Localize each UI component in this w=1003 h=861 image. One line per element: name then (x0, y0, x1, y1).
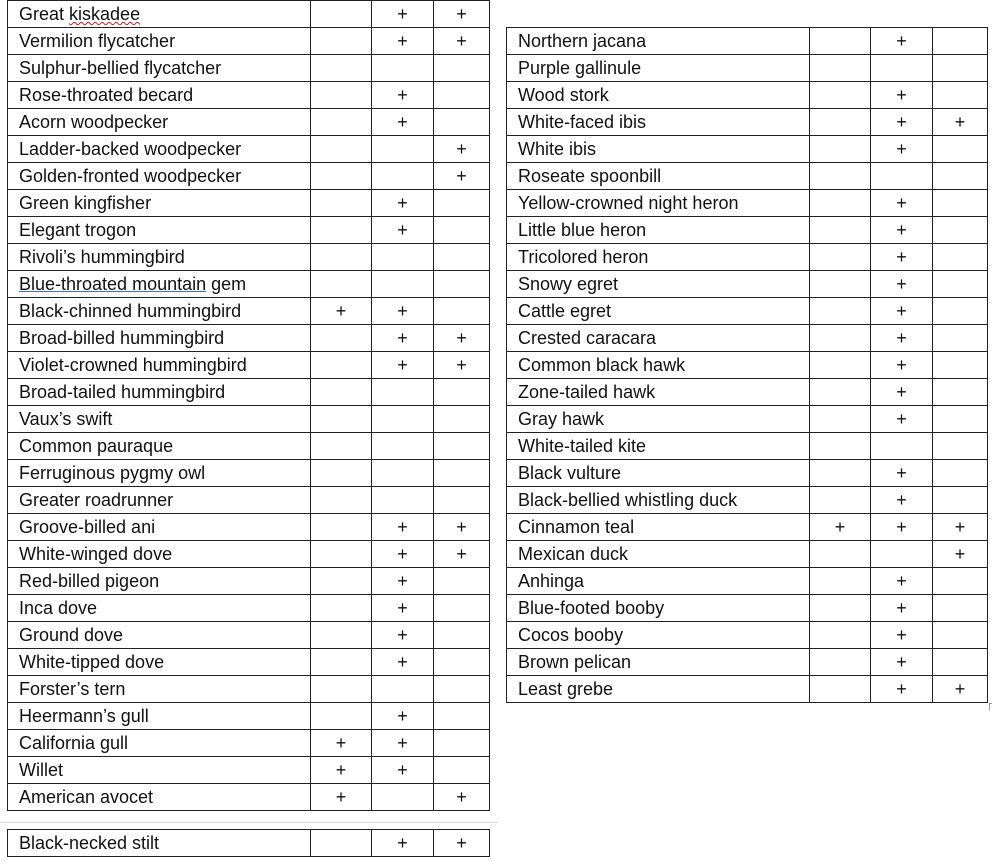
presence-mark-cell-3[interactable] (933, 55, 988, 82)
presence-mark-cell-3[interactable] (434, 55, 490, 82)
bird-name-cell[interactable]: Cattle egret (507, 298, 810, 325)
table-row (8, 460, 490, 487)
presence-mark-cell-2[interactable]: + (372, 28, 434, 55)
presence-mark-cell-1[interactable] (810, 190, 871, 217)
table-row (8, 109, 490, 136)
presence-mark-cell-3[interactable] (933, 568, 988, 595)
bird-table-continued (7, 829, 490, 857)
presence-mark-cell-3[interactable] (434, 217, 490, 244)
presence-mark-cell-1[interactable] (810, 271, 871, 298)
presence-mark-cell-1[interactable] (311, 406, 372, 433)
table-row (507, 460, 988, 487)
presence-mark-cell-1[interactable] (810, 217, 871, 244)
table-row (507, 271, 988, 298)
presence-mark-cell-1[interactable] (810, 352, 871, 379)
presence-mark-cell-2[interactable] (372, 379, 434, 406)
presence-mark-cell-3[interactable] (434, 406, 490, 433)
presence-mark-cell-2[interactable]: + (372, 514, 434, 541)
presence-mark-cell-1[interactable] (810, 28, 871, 55)
presence-mark-cell-3[interactable]: + (434, 28, 490, 55)
presence-mark-cell-1[interactable] (311, 190, 372, 217)
table-row (507, 433, 988, 460)
presence-mark-cell-1[interactable] (311, 433, 372, 460)
presence-mark-cell-1[interactable] (810, 541, 871, 568)
presence-mark-cell-1[interactable]: + (311, 298, 372, 325)
presence-mark-cell-1[interactable] (810, 298, 871, 325)
presence-mark-cell-2[interactable]: + (871, 109, 933, 136)
presence-mark-cell-2[interactable]: + (871, 622, 933, 649)
bird-name-cell[interactable]: Blue-footed booby (507, 595, 810, 622)
bird-name-cell[interactable]: Rivoli’s hummingbird (8, 244, 311, 271)
table-row (507, 136, 988, 163)
presence-mark-cell-3[interactable]: + (434, 136, 490, 163)
table-row (8, 622, 490, 649)
presence-mark-cell-1[interactable] (311, 541, 372, 568)
presence-mark-cell-3[interactable]: + (434, 830, 490, 857)
presence-mark-cell-2[interactable] (372, 460, 434, 487)
presence-mark-cell-1[interactable] (311, 568, 372, 595)
table-row (8, 352, 490, 379)
bird-name-cell[interactable]: Ladder-backed woodpecker (8, 136, 311, 163)
presence-mark-cell-1[interactable] (810, 460, 871, 487)
table-row (507, 28, 988, 55)
presence-mark-cell-1[interactable] (311, 676, 372, 703)
presence-mark-cell-1[interactable] (311, 136, 372, 163)
bird-name-cell[interactable]: Blue-throated mountain gem (8, 271, 311, 298)
presence-mark-cell-3[interactable]: + (434, 1, 490, 28)
presence-mark-cell-2[interactable]: + (372, 595, 434, 622)
presence-mark-cell-2[interactable]: + (871, 190, 933, 217)
presence-mark-cell-3[interactable] (933, 352, 988, 379)
table-row (507, 541, 988, 568)
table-row (507, 406, 988, 433)
presence-mark-cell-2[interactable] (372, 163, 434, 190)
bird-name-cell[interactable]: Heermann’s gull (8, 703, 311, 730)
presence-mark-cell-3[interactable] (434, 622, 490, 649)
bird-name-cell[interactable]: Crested caracara (507, 325, 810, 352)
presence-mark-cell-3[interactable] (933, 406, 988, 433)
presence-mark-cell-3[interactable]: + (933, 109, 988, 136)
presence-mark-cell-3[interactable] (434, 676, 490, 703)
bird-name-cell[interactable]: Willet (8, 757, 311, 784)
presence-mark-cell-3[interactable] (933, 298, 988, 325)
table-row (507, 595, 988, 622)
bird-name-cell[interactable]: Green kingfisher (8, 190, 311, 217)
presence-mark-cell-1[interactable] (810, 163, 871, 190)
bird-name-cell[interactable]: Roseate spoonbill (507, 163, 810, 190)
presence-mark-cell-3[interactable] (434, 271, 490, 298)
bird-name-cell[interactable]: Elegant trogon (8, 217, 311, 244)
presence-mark-cell-2[interactable] (372, 487, 434, 514)
presence-mark-cell-1[interactable] (810, 109, 871, 136)
presence-mark-cell-2[interactable] (372, 433, 434, 460)
presence-mark-cell-2[interactable]: + (871, 379, 933, 406)
presence-mark-cell-2[interactable]: + (871, 460, 933, 487)
presence-mark-cell-2[interactable]: + (372, 649, 434, 676)
presence-mark-cell-1[interactable] (810, 676, 871, 703)
presence-mark-cell-2[interactable]: + (871, 82, 933, 109)
presence-mark-cell-1[interactable]: + (311, 784, 372, 811)
table-row (8, 595, 490, 622)
table-row (8, 217, 490, 244)
presence-mark-cell-3[interactable] (434, 379, 490, 406)
bird-name-cell[interactable]: Anhinga (507, 568, 810, 595)
presence-mark-cell-3[interactable] (434, 298, 490, 325)
table-row (8, 757, 490, 784)
presence-mark-cell-1[interactable] (810, 55, 871, 82)
presence-mark-cell-3[interactable] (434, 460, 490, 487)
presence-mark-cell-2[interactable] (871, 55, 933, 82)
presence-mark-cell-2[interactable]: + (372, 352, 434, 379)
presence-mark-cell-3[interactable] (434, 433, 490, 460)
bird-name-cell[interactable]: Northern jacana (507, 28, 810, 55)
bird-name-cell[interactable]: Common pauraque (8, 433, 311, 460)
table-row (8, 379, 490, 406)
bird-name-cell[interactable]: Cocos booby (507, 622, 810, 649)
presence-mark-cell-1[interactable] (311, 109, 372, 136)
table-row (8, 676, 490, 703)
table-row (507, 676, 988, 703)
table-row (8, 784, 490, 811)
presence-mark-cell-2[interactable]: + (372, 109, 434, 136)
presence-mark-cell-3[interactable] (434, 190, 490, 217)
presence-mark-cell-3[interactable] (434, 568, 490, 595)
bird-name-cell[interactable]: Ferruginous pygmy owl (8, 460, 311, 487)
bird-name-cell[interactable]: Mexican duck (507, 541, 810, 568)
table-row (507, 325, 988, 352)
presence-mark-cell-2[interactable]: + (372, 622, 434, 649)
bird-name-cell[interactable]: Acorn woodpecker (8, 109, 311, 136)
bird-name-cell[interactable]: Little blue heron (507, 217, 810, 244)
presence-mark-cell-2[interactable]: + (372, 82, 434, 109)
bird-name-cell[interactable]: California gull (8, 730, 311, 757)
presence-mark-cell-3[interactable] (933, 28, 988, 55)
table-row (507, 352, 988, 379)
presence-mark-cell-3[interactable] (434, 649, 490, 676)
bird-name-cell[interactable]: American avocet (8, 784, 311, 811)
presence-mark-cell-2[interactable] (871, 163, 933, 190)
bird-name-cell[interactable]: Red-billed pigeon (8, 568, 311, 595)
bird-name-cell[interactable]: Wood stork (507, 82, 810, 109)
table-row (507, 514, 988, 541)
table-row (507, 109, 988, 136)
presence-mark-cell-2[interactable] (372, 271, 434, 298)
table-row (8, 325, 490, 352)
presence-mark-cell-3[interactable] (434, 757, 490, 784)
presence-mark-cell-1[interactable] (810, 622, 871, 649)
presence-mark-cell-2[interactable]: + (871, 406, 933, 433)
bird-name-cell[interactable]: Greater roadrunner (8, 487, 311, 514)
presence-mark-cell-1[interactable] (810, 244, 871, 271)
presence-mark-cell-3[interactable] (933, 82, 988, 109)
presence-mark-cell-3[interactable] (434, 244, 490, 271)
bird-name-cell[interactable]: Yellow-crowned night heron (507, 190, 810, 217)
table-row (507, 298, 988, 325)
presence-mark-cell-2[interactable] (871, 433, 933, 460)
presence-mark-cell-3[interactable] (933, 136, 988, 163)
table-row (8, 136, 490, 163)
bird-name-cell[interactable]: Black-bellied whistling duck (507, 487, 810, 514)
presence-mark-cell-3[interactable] (933, 217, 988, 244)
table-row (507, 190, 988, 217)
presence-mark-cell-1[interactable]: + (810, 514, 871, 541)
presence-mark-cell-3[interactable] (933, 190, 988, 217)
table-row (507, 55, 988, 82)
bird-name-cell[interactable]: Vermilion flycatcher (8, 28, 311, 55)
presence-mark-cell-1[interactable] (311, 352, 372, 379)
presence-mark-cell-2[interactable]: + (871, 244, 933, 271)
presence-mark-cell-1[interactable] (311, 379, 372, 406)
bird-name-cell[interactable]: Brown pelican (507, 649, 810, 676)
table-row (8, 82, 490, 109)
bird-name-cell[interactable]: Rose-throated becard (8, 82, 311, 109)
presence-mark-cell-1[interactable] (311, 217, 372, 244)
presence-mark-cell-1[interactable] (810, 433, 871, 460)
presence-mark-cell-3[interactable]: + (933, 676, 988, 703)
presence-mark-cell-2[interactable] (871, 541, 933, 568)
presence-mark-cell-2[interactable]: + (871, 271, 933, 298)
presence-mark-cell-1[interactable] (311, 622, 372, 649)
presence-mark-cell-3[interactable]: + (434, 514, 490, 541)
bird-name-cell[interactable]: Ground dove (8, 622, 311, 649)
bird-name-cell[interactable]: Sulphur-bellied flycatcher (8, 55, 311, 82)
presence-mark-cell-2[interactable]: + (871, 487, 933, 514)
presence-mark-cell-3[interactable] (933, 460, 988, 487)
presence-mark-cell-2[interactable]: + (871, 298, 933, 325)
presence-mark-cell-2[interactable] (372, 784, 434, 811)
presence-mark-cell-1[interactable] (311, 703, 372, 730)
table-row (8, 830, 490, 857)
presence-mark-cell-1[interactable] (810, 595, 871, 622)
presence-mark-cell-2[interactable]: + (871, 514, 933, 541)
presence-mark-cell-1[interactable] (311, 649, 372, 676)
bird-name-cell[interactable]: Tricolored heron (507, 244, 810, 271)
presence-mark-cell-3[interactable] (933, 433, 988, 460)
bird-name-cell[interactable]: Snowy egret (507, 271, 810, 298)
presence-mark-cell-3[interactable] (434, 703, 490, 730)
presence-mark-cell-1[interactable]: + (311, 757, 372, 784)
bird-name-cell[interactable]: Broad-tailed hummingbird (8, 379, 311, 406)
table-row (8, 55, 490, 82)
table-row (507, 649, 988, 676)
presence-mark-cell-1[interactable] (311, 514, 372, 541)
table-row (8, 271, 490, 298)
table-row (507, 82, 988, 109)
table-row (507, 379, 988, 406)
presence-mark-cell-1[interactable] (311, 460, 372, 487)
text-boundary-corner-mark (989, 703, 992, 710)
presence-mark-cell-1[interactable] (311, 487, 372, 514)
table-row (8, 541, 490, 568)
bird-name-cell[interactable]: Gray hawk (507, 406, 810, 433)
bird-name-cell[interactable]: White ibis (507, 136, 810, 163)
bird-name-cell[interactable]: White-tipped dove (8, 649, 311, 676)
table-row (507, 163, 988, 190)
presence-mark-cell-1[interactable] (810, 136, 871, 163)
presence-mark-cell-3[interactable]: + (933, 541, 988, 568)
presence-mark-cell-2[interactable]: + (372, 830, 434, 857)
presence-mark-cell-3[interactable]: + (434, 325, 490, 352)
bird-name-cell[interactable]: Vaux’s swift (8, 406, 311, 433)
table-row (507, 217, 988, 244)
table-row (8, 487, 490, 514)
presence-mark-cell-1[interactable] (810, 379, 871, 406)
bird-name-cell[interactable]: White-tailed kite (507, 433, 810, 460)
presence-mark-cell-2[interactable]: + (372, 757, 434, 784)
presence-mark-cell-2[interactable]: + (372, 541, 434, 568)
table-row (507, 568, 988, 595)
bird-name-cell[interactable]: Golden-fronted woodpecker (8, 163, 311, 190)
presence-mark-cell-1[interactable] (810, 406, 871, 433)
presence-mark-cell-3[interactable] (434, 595, 490, 622)
bird-name-cell[interactable]: Zone-tailed hawk (507, 379, 810, 406)
presence-mark-cell-3[interactable] (933, 379, 988, 406)
presence-mark-cell-1[interactable] (810, 82, 871, 109)
presence-mark-cell-3[interactable]: + (434, 163, 490, 190)
presence-mark-cell-2[interactable]: + (871, 568, 933, 595)
presence-mark-cell-3[interactable] (933, 271, 988, 298)
presence-mark-cell-1[interactable] (311, 244, 372, 271)
table-row (507, 487, 988, 514)
presence-mark-cell-3[interactable] (434, 82, 490, 109)
presence-mark-cell-3[interactable] (933, 622, 988, 649)
presence-mark-cell-1[interactable] (311, 1, 372, 28)
presence-mark-cell-1[interactable] (810, 649, 871, 676)
bird-name-cell[interactable]: Least grebe (507, 676, 810, 703)
presence-mark-cell-2[interactable]: + (372, 325, 434, 352)
presence-mark-cell-2[interactable]: + (871, 676, 933, 703)
presence-mark-cell-3[interactable] (434, 730, 490, 757)
bird-name-cell[interactable]: Great kiskadee (8, 1, 311, 28)
presence-mark-cell-1[interactable] (810, 325, 871, 352)
bird-name-cell[interactable]: Common black hawk (507, 352, 810, 379)
presence-mark-cell-2[interactable]: + (871, 352, 933, 379)
presence-mark-cell-1[interactable] (311, 325, 372, 352)
presence-mark-cell-2[interactable]: + (871, 325, 933, 352)
bird-name-cell[interactable]: Groove-billed ani (8, 514, 311, 541)
bird-name-cell[interactable]: Violet-crowned hummingbird (8, 352, 311, 379)
table-row (8, 244, 490, 271)
bird-name-cell[interactable]: Purple gallinule (507, 55, 810, 82)
table-row (8, 514, 490, 541)
presence-mark-cell-2[interactable] (372, 244, 434, 271)
presence-mark-cell-1[interactable] (810, 487, 871, 514)
grammar-underline: Blue-throated mountain (19, 274, 207, 294)
presence-mark-cell-1[interactable] (311, 595, 372, 622)
presence-mark-cell-3[interactable] (933, 487, 988, 514)
presence-mark-cell-3[interactable]: + (434, 784, 490, 811)
table-row (8, 190, 490, 217)
presence-mark-cell-1[interactable] (311, 271, 372, 298)
presence-mark-cell-3[interactable] (933, 595, 988, 622)
presence-mark-cell-3[interactable] (933, 163, 988, 190)
presence-mark-cell-2[interactable] (372, 406, 434, 433)
table-row (8, 703, 490, 730)
presence-mark-cell-1[interactable] (810, 568, 871, 595)
table-row (507, 622, 988, 649)
table-row (8, 163, 490, 190)
presence-mark-cell-2[interactable] (372, 55, 434, 82)
presence-mark-cell-2[interactable]: + (372, 730, 434, 757)
presence-mark-cell-2[interactable]: + (372, 217, 434, 244)
presence-mark-cell-2[interactable]: + (372, 190, 434, 217)
presence-mark-cell-2[interactable]: + (871, 217, 933, 244)
presence-mark-cell-3[interactable] (933, 325, 988, 352)
presence-mark-cell-1[interactable] (311, 82, 372, 109)
presence-mark-cell-1[interactable]: + (311, 730, 372, 757)
table-row (8, 730, 490, 757)
presence-mark-cell-3[interactable]: + (434, 352, 490, 379)
table-row (8, 298, 490, 325)
table-row (8, 1, 490, 28)
page-break-line (0, 822, 498, 823)
bird-name-cell[interactable]: Forster’s tern (8, 676, 311, 703)
bird-name-cell[interactable]: Black-chinned hummingbird (8, 298, 311, 325)
presence-mark-cell-2[interactable]: + (372, 568, 434, 595)
bird-name-cell[interactable]: White-winged dove (8, 541, 311, 568)
bird-name-cell[interactable]: Black-necked stilt (8, 830, 311, 857)
table-row (8, 568, 490, 595)
presence-mark-cell-3[interactable]: + (434, 541, 490, 568)
bird-name-cell[interactable]: White-faced ibis (507, 109, 810, 136)
presence-mark-cell-3[interactable]: + (933, 514, 988, 541)
presence-mark-cell-2[interactable]: + (372, 703, 434, 730)
bird-table-right (506, 27, 988, 703)
presence-mark-cell-1[interactable] (311, 830, 372, 857)
table-row (8, 433, 490, 460)
table-row (507, 244, 988, 271)
presence-mark-cell-2[interactable]: + (871, 649, 933, 676)
presence-mark-cell-2[interactable]: + (871, 28, 933, 55)
presence-mark-cell-1[interactable] (311, 55, 372, 82)
bird-name-cell[interactable]: Black vulture (507, 460, 810, 487)
presence-mark-cell-2[interactable]: + (372, 1, 434, 28)
table-row (8, 406, 490, 433)
presence-mark-cell-3[interactable] (933, 244, 988, 271)
presence-mark-cell-3[interactable] (434, 109, 490, 136)
presence-mark-cell-3[interactable] (434, 487, 490, 514)
table-row (8, 649, 490, 676)
bird-name-cell[interactable]: Broad-billed hummingbird (8, 325, 311, 352)
table-row (8, 28, 490, 55)
presence-mark-cell-2[interactable] (372, 136, 434, 163)
presence-mark-cell-3[interactable] (933, 649, 988, 676)
bird-table-left (7, 0, 490, 811)
presence-mark-cell-2[interactable]: + (871, 595, 933, 622)
presence-mark-cell-2[interactable]: + (372, 298, 434, 325)
presence-mark-cell-2[interactable] (372, 676, 434, 703)
presence-mark-cell-1[interactable] (311, 163, 372, 190)
presence-mark-cell-2[interactable]: + (871, 136, 933, 163)
bird-name-cell[interactable]: Inca dove (8, 595, 311, 622)
bird-name-cell[interactable]: Cinnamon teal (507, 514, 810, 541)
spelling-underline: kiskadee (69, 4, 141, 24)
presence-mark-cell-1[interactable] (311, 28, 372, 55)
